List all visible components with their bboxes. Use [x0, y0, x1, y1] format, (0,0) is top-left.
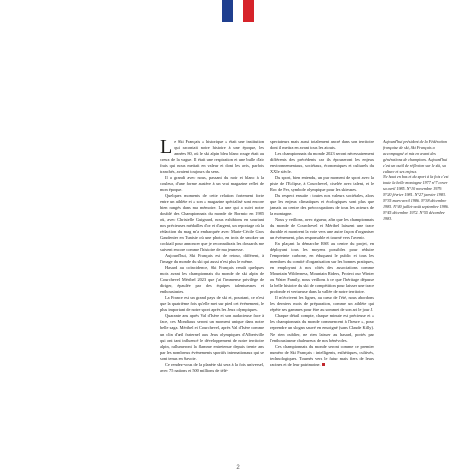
- flag-stripe-red: [243, 0, 254, 22]
- editorial-column-1: [160, 136, 264, 374]
- editorial-paragraph: La France est un grand pays de ski et, pourtant, ce n'est que la quatrième fois qu'elle met sur pied cet événement, le plus important de notre sport après les Jeux olympiques.: [160, 295, 264, 313]
- editorial-paragraph: Du respect ensuite : toutes nos valeurs sociétales, alors que les enjeux climatiques et écologiques sont plus que jamais au centre des préoccupations de tous les acteurs de la montagne.: [270, 193, 374, 217]
- editorial-paragraph: Les championnats du monde 2023 seront nécessairement différents des précédents car ils épouseront les enjeux environnementaux, sociétaux, économiques et culturels du XXIe siècle.: [270, 151, 374, 175]
- editorial-paragraph: Ces championnats du monde seront comme ce premier numéro de Ski Français : intelligents, esthétiques, cultivés, technologiques. Tournés vers le futur mais fiers de leurs racines et de leur patrimoine.: [270, 343, 374, 367]
- drop-cap: L: [160, 136, 173, 158]
- editorial-paragraph: Nous y veillons, avec rigueur, afin que les championnats du monde de Courchevel et Méribel laissent une trace durable et montrent la voie vers une autre façon d'organiser un événement, plus responsable et tourné vers l'avenir.: [270, 217, 374, 241]
- sidebar-caption-paragraph: Aujourd'hui président de la Fédération française de ski, Ski Français a accompagné et mis en avant des générations de champions. Aujourd'hui c'est un outil de réflexion sur le ski, sa culture et ses enjeux.: [383, 139, 448, 174]
- editorial-column-2: [270, 139, 374, 368]
- editorial-paragraph: Le Ski Français « historique » était une institution qui racontait notre histoire à une époque, les années 80, où le ski alpin bleu blanc rouge était au creux de la vague. Il était une respiration et une bulle d'air frais qui nous mettait en valeur et dont les avis, parfois tranchés, avaient toujours du sens.: [160, 136, 264, 175]
- editorial-paragraph: Ce rendez-vous de la planète ski sera à la fois universel, avec 75 nations et 500 millions de télé-: [160, 361, 264, 373]
- editorial-paragraph: Quelques moments de cette relation fortement forte entre un athlète et « son » magazine spécialisé sont encore bien rangés dans ma mémoire. La une qui a suivi notre doublé des Championnats du monde de Bormio en 1985 où, avec Christelle Guignard, nous exhibions en souriant nos précieuses médailles d'or et d'argent, un reportage où la rédaction du mag m'a embarquée avec Marie-Cécile Gros Gaudenier en Tunisie où une photo, en trois de smoker un cocktail pour annoncer que je reconnaîtrais les dossards me suivent encore comme l'histoire de ma jeunesse.: [160, 193, 264, 253]
- sidebar-caption-column: [383, 139, 449, 222]
- editorial-paragraph: Il m'écrivent les lignes, au cœur de l'été, nous abordons les derniers mois de préparation, comme un athlète qui répète ses gammes pour être au sommet de son art le jour J.: [270, 295, 374, 313]
- editorial-paragraph: Chaque détail compte, chaque minute est précieuse et « les championnats du monde commencent à l'heure », pour reprendre un slogan sauvé en ensoigné (sans Claude Killy). Ne rien oublier, ne rien laisser au hasard, portés par l'enthousiasme chaleureux de nos bénévoles.: [270, 313, 374, 343]
- editorial-paragraph: En plaçant la démarche RSE au centre du projet, en déployant tous les moyens possibles pour réduire l'empreinte carbone, en éduquant le public et tous les membres du comité d'organisation sur les bonnes pratiques, en employant à nos côtés des associations comme Mountain Wilderness, Mountain Riders, Protect our Winter ou Water Family, nous veillons à ce que l'héritage dépasse la belle histoire du ski de compétition pour laisser une trace profonde et vertueuse dans la vallée de notre territoire.: [270, 241, 374, 295]
- editorial-paragraph: Quarante ans après Val d'Isère et son audacieuse face à face, ces Mondiaux seront un moment unique dans notre belle saga. Méribel et Courchevel, après Val d'Isère comme un clin d'œil fraternel aux Jeux olympiques d'Albertville qui ont tant influencé le développement de notre territoire alpin, rallumeront la flamme entretenue depuis trente ans par les nombreux événements sportifs internationaux qui se sont tenus en Savoie.: [160, 313, 264, 361]
- editorial-paragraph: Il a grandi avec nous, passant du noir et blanc à la couleur, d'une forme austère à un vrai magazine reflet de mon époque.: [160, 175, 264, 193]
- sidebar-caption-paragraph: Ne haut en bas et du sport à la fois c'est toute la belle montagne 1977 n°7 cover sa avril 1985. N°10 novembre 1979. N°20 février 1981. N°27 janvier 1983. N°35 mars-avril 1986. N°38 décembre 1985. N°40 juillet-août septembre 1986. N°45 décembre 1972. N°55 décembre 1983.: [383, 174, 449, 221]
- french-flag-icon: [222, 0, 254, 22]
- flag-stripe-blue: [222, 0, 233, 22]
- flag-stripe-white: [233, 0, 244, 22]
- page-number: 2: [236, 465, 240, 471]
- end-mark-icon: [322, 363, 325, 366]
- editorial-paragraph: Aujourd'hui, Ski Français est de retour, différent, à l'image du monde du ski qui aussi n'est plus le même.: [160, 253, 264, 265]
- editorial-paragraph: Hasard au coïncidence, Ski Français renaît quelques mois avant les championnats du monde de ski alpin de Courchevel Méribel 2023 que j'ai l'immense privilège de diriger, épaulée par des équipes talentueuses et enthousiastes.: [160, 265, 264, 295]
- editorial-paragraph: spectateurs mais aussi totalement ancré dans son territoire dont il mettra en avant tous les atouts.: [270, 139, 374, 151]
- editorial-paragraph: Du sport, bien entendu, un pur moment de sport avec la piste de l'Eclipse, à Courchevel, ciselée avec talent, et le Roc de Fer, symbole olympique pour les skieuses.: [270, 175, 374, 193]
